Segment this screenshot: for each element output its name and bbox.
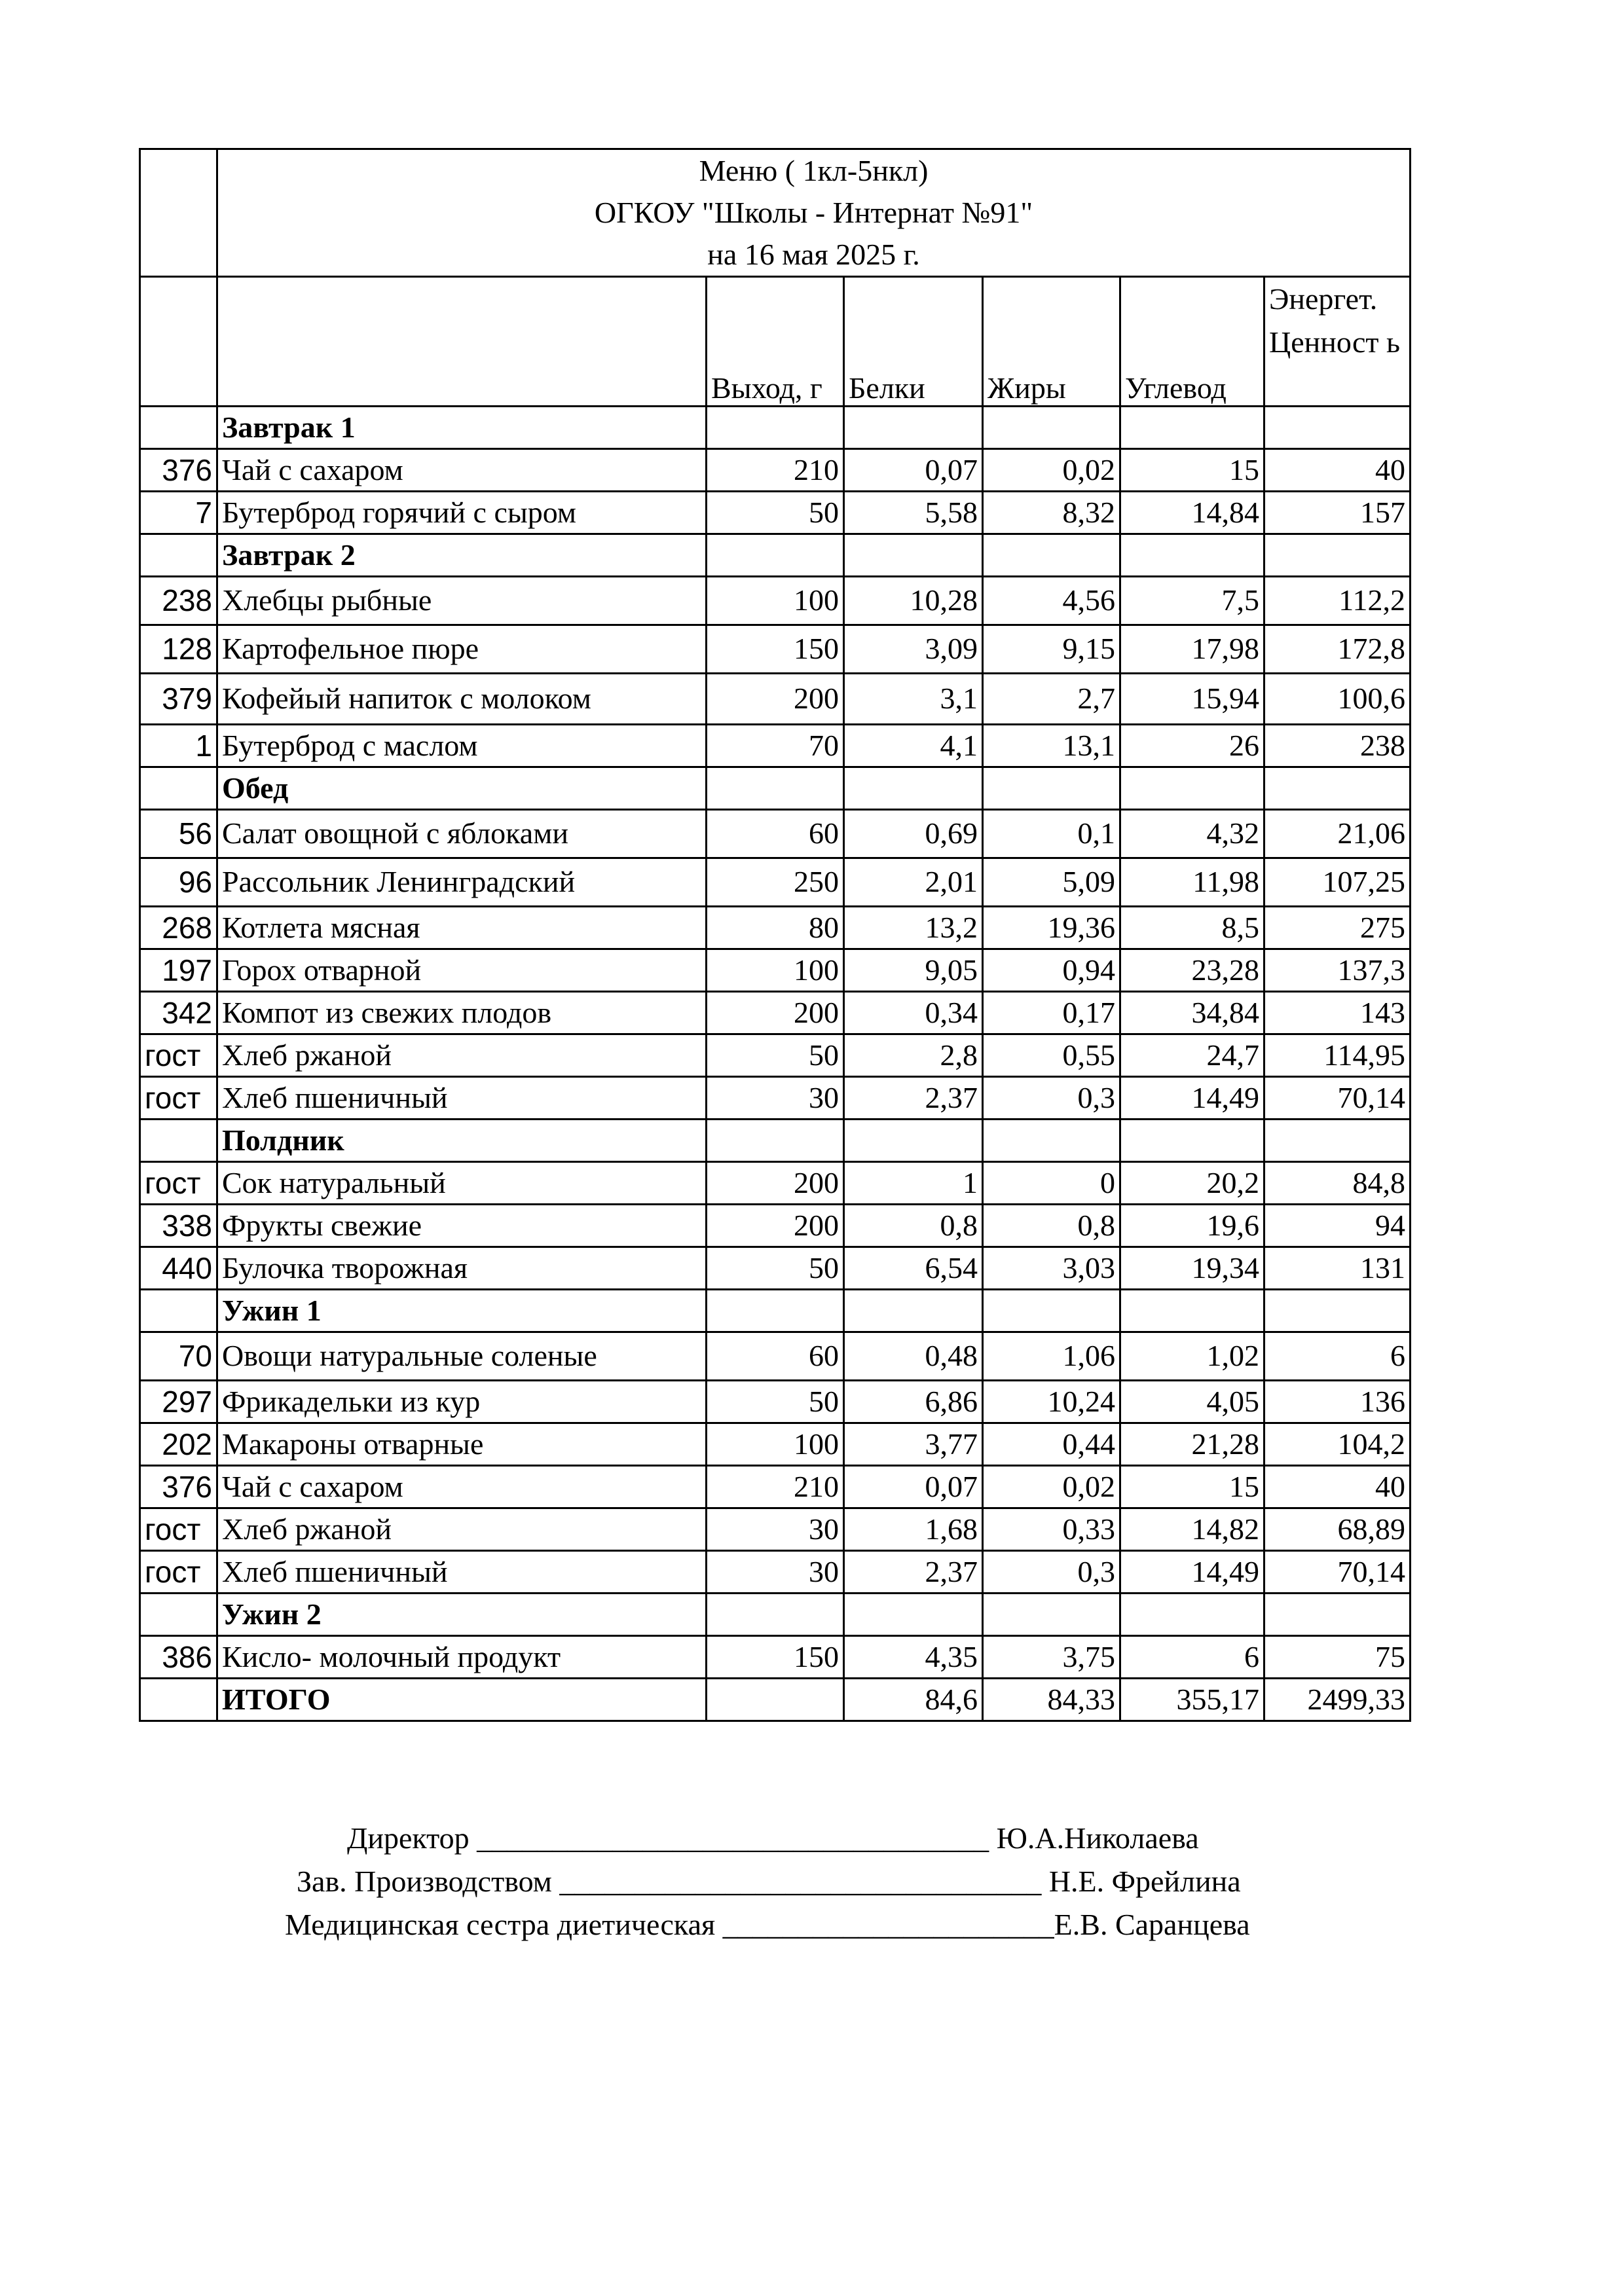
carbs-value: 23,28 — [1120, 949, 1264, 992]
energy-value: 2499,33 — [1264, 1679, 1411, 1721]
dish-row — [140, 810, 1411, 858]
empty-cell — [1264, 1120, 1411, 1162]
carbs-value: 11,98 — [1120, 858, 1264, 907]
dish-name: Картофельное пюре — [217, 625, 707, 674]
meal-section-title: Обед — [217, 767, 707, 810]
empty-cell — [1264, 767, 1411, 810]
energy-value: 100,6 — [1264, 674, 1411, 725]
dish-name: Хлеб ржаной — [217, 1034, 707, 1077]
meal-section-title: Ужин 2 — [217, 1594, 707, 1636]
meal-section-row — [140, 1290, 1411, 1332]
dish-row — [140, 1205, 1411, 1247]
yield-value: 100 — [707, 577, 844, 625]
recipe-code — [140, 1679, 217, 1721]
recipe-code: 379 — [140, 674, 217, 725]
protein-value: 0,34 — [844, 992, 983, 1034]
yield-value: 70 — [707, 725, 844, 767]
dish-name: Салат овощной с яблоками — [217, 810, 707, 858]
carbs-value: 14,49 — [1120, 1077, 1264, 1120]
dish-row — [140, 1034, 1411, 1077]
yield-value: 150 — [707, 625, 844, 674]
energy-value: 70,14 — [1264, 1077, 1411, 1120]
empty-cell — [983, 767, 1120, 810]
header-carbs: Углевод — [1120, 277, 1264, 407]
carbs-value: 14,84 — [1120, 492, 1264, 534]
recipe-code: 70 — [140, 1332, 217, 1381]
header-energy: Энергет. Ценност ь — [1264, 277, 1411, 407]
dish-row — [140, 449, 1411, 492]
fat-value: 13,1 — [983, 725, 1120, 767]
protein-value: 2,37 — [844, 1077, 983, 1120]
protein-value: 0,8 — [844, 1205, 983, 1247]
column-header-row — [140, 277, 1411, 407]
recipe-code: гост — [140, 1551, 217, 1594]
fat-value: 4,56 — [983, 577, 1120, 625]
dish-name: Хлеб пшеничный — [217, 1077, 707, 1120]
protein-value: 84,6 — [844, 1679, 983, 1721]
yield-value: 30 — [707, 1551, 844, 1594]
yield-value: 50 — [707, 1034, 844, 1077]
recipe-code: 197 — [140, 949, 217, 992]
protein-value: 4,1 — [844, 725, 983, 767]
dish-row — [140, 1381, 1411, 1423]
carbs-value: 20,2 — [1120, 1162, 1264, 1205]
section-code-cell — [140, 407, 217, 449]
dish-name: Хлеб пшеничный — [217, 1551, 707, 1594]
dish-row — [140, 725, 1411, 767]
recipe-code: гост — [140, 1508, 217, 1551]
energy-value: 70,14 — [1264, 1551, 1411, 1594]
yield-value: 200 — [707, 1162, 844, 1205]
dish-row — [140, 1551, 1411, 1594]
energy-value: 136 — [1264, 1381, 1411, 1423]
yield-value: 50 — [707, 1247, 844, 1290]
meal-section-title: Завтрак 2 — [217, 534, 707, 577]
recipe-code: 386 — [140, 1636, 217, 1679]
meal-section-row — [140, 1594, 1411, 1636]
empty-cell — [983, 407, 1120, 449]
fat-value: 0,3 — [983, 1077, 1120, 1120]
protein-value: 2,8 — [844, 1034, 983, 1077]
dish-row — [140, 907, 1411, 949]
menu-date: на 16 мая 2025 г. — [707, 238, 920, 271]
recipe-code: 297 — [140, 1381, 217, 1423]
dish-name: Хлеб ржаной — [217, 1508, 707, 1551]
carbs-value: 355,17 — [1120, 1679, 1264, 1721]
fat-value: 0,02 — [983, 449, 1120, 492]
menu-table — [139, 148, 1411, 1722]
dish-row — [140, 1508, 1411, 1551]
empty-cell — [844, 407, 983, 449]
carbs-value: 26 — [1120, 725, 1264, 767]
energy-value: 68,89 — [1264, 1508, 1411, 1551]
empty-cell — [707, 1290, 844, 1332]
dish-name: Кисло- молочный продукт — [217, 1636, 707, 1679]
dish-row — [140, 1077, 1411, 1120]
yield-value: 200 — [707, 1205, 844, 1247]
protein-value: 6,54 — [844, 1247, 983, 1290]
energy-value: 137,3 — [1264, 949, 1411, 992]
carbs-value: 34,84 — [1120, 992, 1264, 1034]
dish-name: Кофейый напиток с молоком — [217, 674, 707, 725]
protein-value: 10,28 — [844, 577, 983, 625]
energy-value: 40 — [1264, 449, 1411, 492]
dish-row — [140, 992, 1411, 1034]
carbs-value: 21,28 — [1120, 1423, 1264, 1466]
energy-value: 40 — [1264, 1466, 1411, 1508]
section-code-cell — [140, 1594, 217, 1636]
yield-value: 150 — [707, 1636, 844, 1679]
meal-section-title: Завтрак 1 — [217, 407, 707, 449]
protein-value: 1,68 — [844, 1508, 983, 1551]
header-yield: Выход, г — [707, 277, 844, 407]
dish-name: Горох отварной — [217, 949, 707, 992]
dish-row — [140, 949, 1411, 992]
yield-value: 250 — [707, 858, 844, 907]
fat-value: 1,06 — [983, 1332, 1120, 1381]
yield-value: 210 — [707, 449, 844, 492]
recipe-code: 1 — [140, 725, 217, 767]
fat-value: 0,02 — [983, 1466, 1120, 1508]
carbs-value: 8,5 — [1120, 907, 1264, 949]
protein-value: 2,01 — [844, 858, 983, 907]
empty-cell — [1264, 1594, 1411, 1636]
dish-name: Котлета мясная — [217, 907, 707, 949]
yield-value — [707, 1679, 844, 1721]
protein-value: 5,58 — [844, 492, 983, 534]
empty-cell — [707, 767, 844, 810]
dish-name: Бутерброд с маслом — [217, 725, 707, 767]
energy-value: 172,8 — [1264, 625, 1411, 674]
yield-value: 210 — [707, 1466, 844, 1508]
recipe-code: 238 — [140, 577, 217, 625]
energy-value: 107,25 — [1264, 858, 1411, 907]
dish-row — [140, 1636, 1411, 1679]
fat-value: 19,36 — [983, 907, 1120, 949]
dish-row — [140, 1423, 1411, 1466]
meal-section-row — [140, 1120, 1411, 1162]
carbs-value: 15 — [1120, 1466, 1264, 1508]
empty-cell — [1120, 1290, 1264, 1332]
empty-cell — [844, 767, 983, 810]
recipe-code: 128 — [140, 625, 217, 674]
dish-name: Фрикадельки из кур — [217, 1381, 707, 1423]
header-name-cell — [217, 277, 707, 407]
fat-value: 0,33 — [983, 1508, 1120, 1551]
empty-cell — [1120, 1594, 1264, 1636]
yield-value: 60 — [707, 1332, 844, 1381]
carbs-value: 1,02 — [1120, 1332, 1264, 1381]
empty-cell — [1120, 534, 1264, 577]
section-code-cell — [140, 1120, 217, 1162]
empty-cell — [1120, 407, 1264, 449]
header-fat: Жиры — [983, 277, 1120, 407]
fat-value: 3,75 — [983, 1636, 1120, 1679]
recipe-code: 202 — [140, 1423, 217, 1466]
section-code-cell — [140, 1290, 217, 1332]
energy-value: 94 — [1264, 1205, 1411, 1247]
empty-cell — [983, 534, 1120, 577]
yield-value: 200 — [707, 674, 844, 725]
header-code-cell — [140, 277, 217, 407]
empty-cell — [707, 1120, 844, 1162]
header-protein: Белки — [844, 277, 983, 407]
recipe-code: гост — [140, 1162, 217, 1205]
recipe-code: 268 — [140, 907, 217, 949]
section-code-cell — [140, 534, 217, 577]
dish-row — [140, 625, 1411, 674]
protein-value: 3,09 — [844, 625, 983, 674]
meal-section-row — [140, 767, 1411, 810]
energy-value: 6 — [1264, 1332, 1411, 1381]
dish-name: Макароны отварные — [217, 1423, 707, 1466]
protein-value: 0,07 — [844, 1466, 983, 1508]
empty-cell — [844, 1120, 983, 1162]
dish-row — [140, 492, 1411, 534]
recipe-code: 96 — [140, 858, 217, 907]
yield-value: 100 — [707, 949, 844, 992]
title-row — [140, 149, 1411, 277]
protein-value: 3,1 — [844, 674, 983, 725]
total-row — [140, 1679, 1411, 1721]
yield-value: 60 — [707, 810, 844, 858]
section-code-cell — [140, 767, 217, 810]
fat-value: 3,03 — [983, 1247, 1120, 1290]
protein-value: 3,77 — [844, 1423, 983, 1466]
carbs-value: 19,6 — [1120, 1205, 1264, 1247]
title-cell — [217, 149, 1411, 277]
dish-name: Овощи натуральные соленые — [217, 1332, 707, 1381]
yield-value: 50 — [707, 1381, 844, 1423]
protein-value: 9,05 — [844, 949, 983, 992]
fat-value: 0,94 — [983, 949, 1120, 992]
dish-row — [140, 1466, 1411, 1508]
dish-row — [140, 577, 1411, 625]
dish-name: Булочка творожная — [217, 1247, 707, 1290]
fat-value: 0,8 — [983, 1205, 1120, 1247]
recipe-code: гост — [140, 1077, 217, 1120]
empty-cell — [1264, 407, 1411, 449]
empty-cell — [983, 1120, 1120, 1162]
fat-value: 8,32 — [983, 492, 1120, 534]
energy-value: 21,06 — [1264, 810, 1411, 858]
fat-value: 5,09 — [983, 858, 1120, 907]
meal-section-title: Ужин 1 — [217, 1290, 707, 1332]
recipe-code: 376 — [140, 1466, 217, 1508]
fat-value: 0,17 — [983, 992, 1120, 1034]
recipe-code: гост — [140, 1034, 217, 1077]
carbs-value: 24,7 — [1120, 1034, 1264, 1077]
dish-name: Хлебцы рыбные — [217, 577, 707, 625]
fat-value: 84,33 — [983, 1679, 1120, 1721]
empty-cell — [1120, 1120, 1264, 1162]
carbs-value: 19,34 — [1120, 1247, 1264, 1290]
protein-value: 0,07 — [844, 449, 983, 492]
dish-row — [140, 1162, 1411, 1205]
protein-value: 1 — [844, 1162, 983, 1205]
title-corner-cell — [140, 149, 217, 277]
energy-value: 143 — [1264, 992, 1411, 1034]
dish-name: Фрукты свежие — [217, 1205, 707, 1247]
fat-value: 0,3 — [983, 1551, 1120, 1594]
empty-cell — [1120, 767, 1264, 810]
fat-value: 10,24 — [983, 1381, 1120, 1423]
empty-cell — [1264, 1290, 1411, 1332]
carbs-value: 6 — [1120, 1636, 1264, 1679]
empty-cell — [707, 1594, 844, 1636]
protein-value: 0,48 — [844, 1332, 983, 1381]
dish-row — [140, 674, 1411, 725]
dish-name: Сок натуральный — [217, 1162, 707, 1205]
recipe-code: 440 — [140, 1247, 217, 1290]
energy-value: 157 — [1264, 492, 1411, 534]
meal-section-row — [140, 407, 1411, 449]
empty-cell — [844, 1594, 983, 1636]
carbs-value: 17,98 — [1120, 625, 1264, 674]
energy-value: 112,2 — [1264, 577, 1411, 625]
director-signature: Директор __________________________________ Ю.А.Николаева — [347, 1821, 1199, 1855]
energy-value: 84,8 — [1264, 1162, 1411, 1205]
dish-name: Рассольник Ленинградский — [217, 858, 707, 907]
energy-value: 238 — [1264, 725, 1411, 767]
dish-name: Компот из свежих плодов — [217, 992, 707, 1034]
carbs-value: 15 — [1120, 449, 1264, 492]
carbs-value: 14,49 — [1120, 1551, 1264, 1594]
empty-cell — [844, 1290, 983, 1332]
recipe-code: 338 — [140, 1205, 217, 1247]
protein-value: 0,69 — [844, 810, 983, 858]
carbs-value: 4,05 — [1120, 1381, 1264, 1423]
recipe-code: 376 — [140, 449, 217, 492]
energy-value: 114,95 — [1264, 1034, 1411, 1077]
energy-value: 131 — [1264, 1247, 1411, 1290]
menu-title: Меню ( 1кл-5нкл) — [699, 154, 929, 187]
fat-value: 9,15 — [983, 625, 1120, 674]
recipe-code: 342 — [140, 992, 217, 1034]
meal-section-title: Полдник — [217, 1120, 707, 1162]
empty-cell — [983, 1594, 1120, 1636]
protein-value: 13,2 — [844, 907, 983, 949]
dish-name: Чай с сахаром — [217, 449, 707, 492]
fat-value: 0 — [983, 1162, 1120, 1205]
recipe-code: 56 — [140, 810, 217, 858]
fat-value: 0,1 — [983, 810, 1120, 858]
empty-cell — [707, 534, 844, 577]
empty-cell — [983, 1290, 1120, 1332]
dish-row — [140, 1332, 1411, 1381]
dietary-nurse-signature: Медицинская сестра диетическая ______________________Е.В. Саранцева — [285, 1908, 1250, 1941]
carbs-value: 4,32 — [1120, 810, 1264, 858]
yield-value: 80 — [707, 907, 844, 949]
fat-value: 0,44 — [983, 1423, 1120, 1466]
carbs-value: 14,82 — [1120, 1508, 1264, 1551]
protein-value: 4,35 — [844, 1636, 983, 1679]
meal-section-row — [140, 534, 1411, 577]
empty-cell — [707, 407, 844, 449]
total-label: ИТОГО — [217, 1679, 707, 1721]
yield-value: 200 — [707, 992, 844, 1034]
empty-cell — [844, 534, 983, 577]
dish-row — [140, 1247, 1411, 1290]
yield-value: 100 — [707, 1423, 844, 1466]
energy-value: 75 — [1264, 1636, 1411, 1679]
carbs-value: 15,94 — [1120, 674, 1264, 725]
fat-value: 0,55 — [983, 1034, 1120, 1077]
dish-name: Бутерброд горячий с сыром — [217, 492, 707, 534]
energy-value: 104,2 — [1264, 1423, 1411, 1466]
yield-value: 50 — [707, 492, 844, 534]
school-name: ОГКОУ "Школы - Интернат №91" — [594, 196, 1033, 229]
fat-value: 2,7 — [983, 674, 1120, 725]
yield-value: 30 — [707, 1508, 844, 1551]
dish-name: Чай с сахаром — [217, 1466, 707, 1508]
empty-cell — [1264, 534, 1411, 577]
protein-value: 2,37 — [844, 1551, 983, 1594]
energy-value: 275 — [1264, 907, 1411, 949]
protein-value: 6,86 — [844, 1381, 983, 1423]
carbs-value: 7,5 — [1120, 577, 1264, 625]
recipe-code: 7 — [140, 492, 217, 534]
production-manager-signature: Зав. Производством ________________________________ Н.Е. Фрейлина — [297, 1865, 1241, 1898]
dish-row — [140, 858, 1411, 907]
yield-value: 30 — [707, 1077, 844, 1120]
